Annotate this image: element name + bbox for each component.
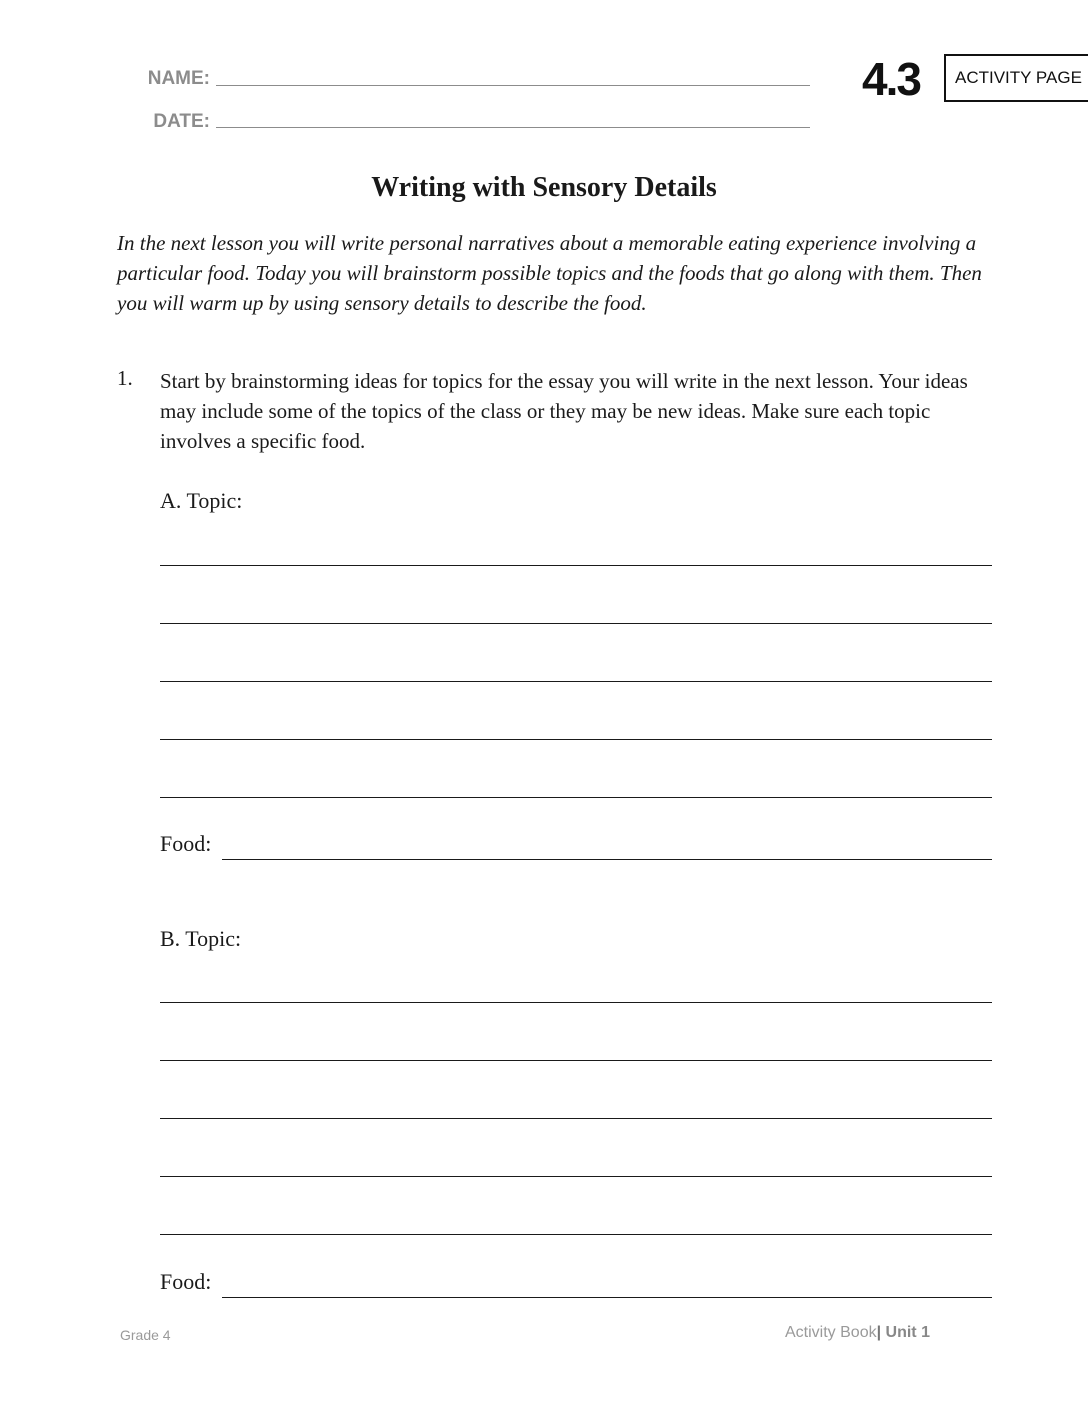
topic-b-line[interactable]: [160, 1176, 992, 1177]
question-text: Start by brainstorming ideas for topics for the essay you will write in the next lesson. Your ideas may include some of the topics of the class or they may be new ideas. Make sure each topic involves a specific food.: [160, 369, 968, 453]
food-b-label: Food:: [160, 1269, 212, 1294]
footer-book-info: [785, 1324, 930, 1342]
topic-b-line[interactable]: [160, 1118, 992, 1119]
food-a-label: Food:: [160, 831, 212, 856]
lesson-number: 4.3: [862, 53, 920, 105]
activity-page-label: ACTIVITY PAGE: [955, 68, 1082, 87]
activity-page-badge: [944, 54, 1088, 102]
topic-a-line[interactable]: [160, 681, 992, 682]
topic-b-line[interactable]: [160, 1060, 992, 1061]
topic-b-label: B. Topic:: [160, 926, 242, 951]
page-title: Writing with Sensory Details: [371, 172, 717, 203]
topic-a-label: A. Topic:: [160, 488, 243, 513]
name-field[interactable]: [216, 85, 810, 86]
footer-book: Activity Book: [785, 1324, 877, 1341]
topic-a-line[interactable]: [160, 623, 992, 624]
topic-a-line[interactable]: [160, 739, 992, 740]
name-label: NAME:: [147, 68, 210, 89]
footer-unit: Unit 1: [885, 1324, 930, 1341]
date-label: DATE:: [153, 111, 210, 132]
topic-a-line[interactable]: [160, 797, 992, 798]
food-a-line[interactable]: [222, 859, 992, 860]
date-field[interactable]: [216, 127, 810, 128]
topic-b-line[interactable]: [160, 1234, 992, 1235]
footer-separator: |: [876, 1324, 882, 1341]
food-b-line[interactable]: [222, 1297, 992, 1298]
topic-b-line[interactable]: [160, 1002, 992, 1003]
topic-a-line[interactable]: [160, 565, 992, 566]
footer-grade: Grade 4: [120, 1327, 171, 1343]
intro-paragraph: In the next lesson you will write personal narratives about a memorable eating experience involving a particular food. Today you will brainstorm possible topics and the foods that go along with them. Then you will warm up by using sensory details to describe the food.: [117, 231, 982, 315]
question-number: 1.: [117, 366, 133, 390]
